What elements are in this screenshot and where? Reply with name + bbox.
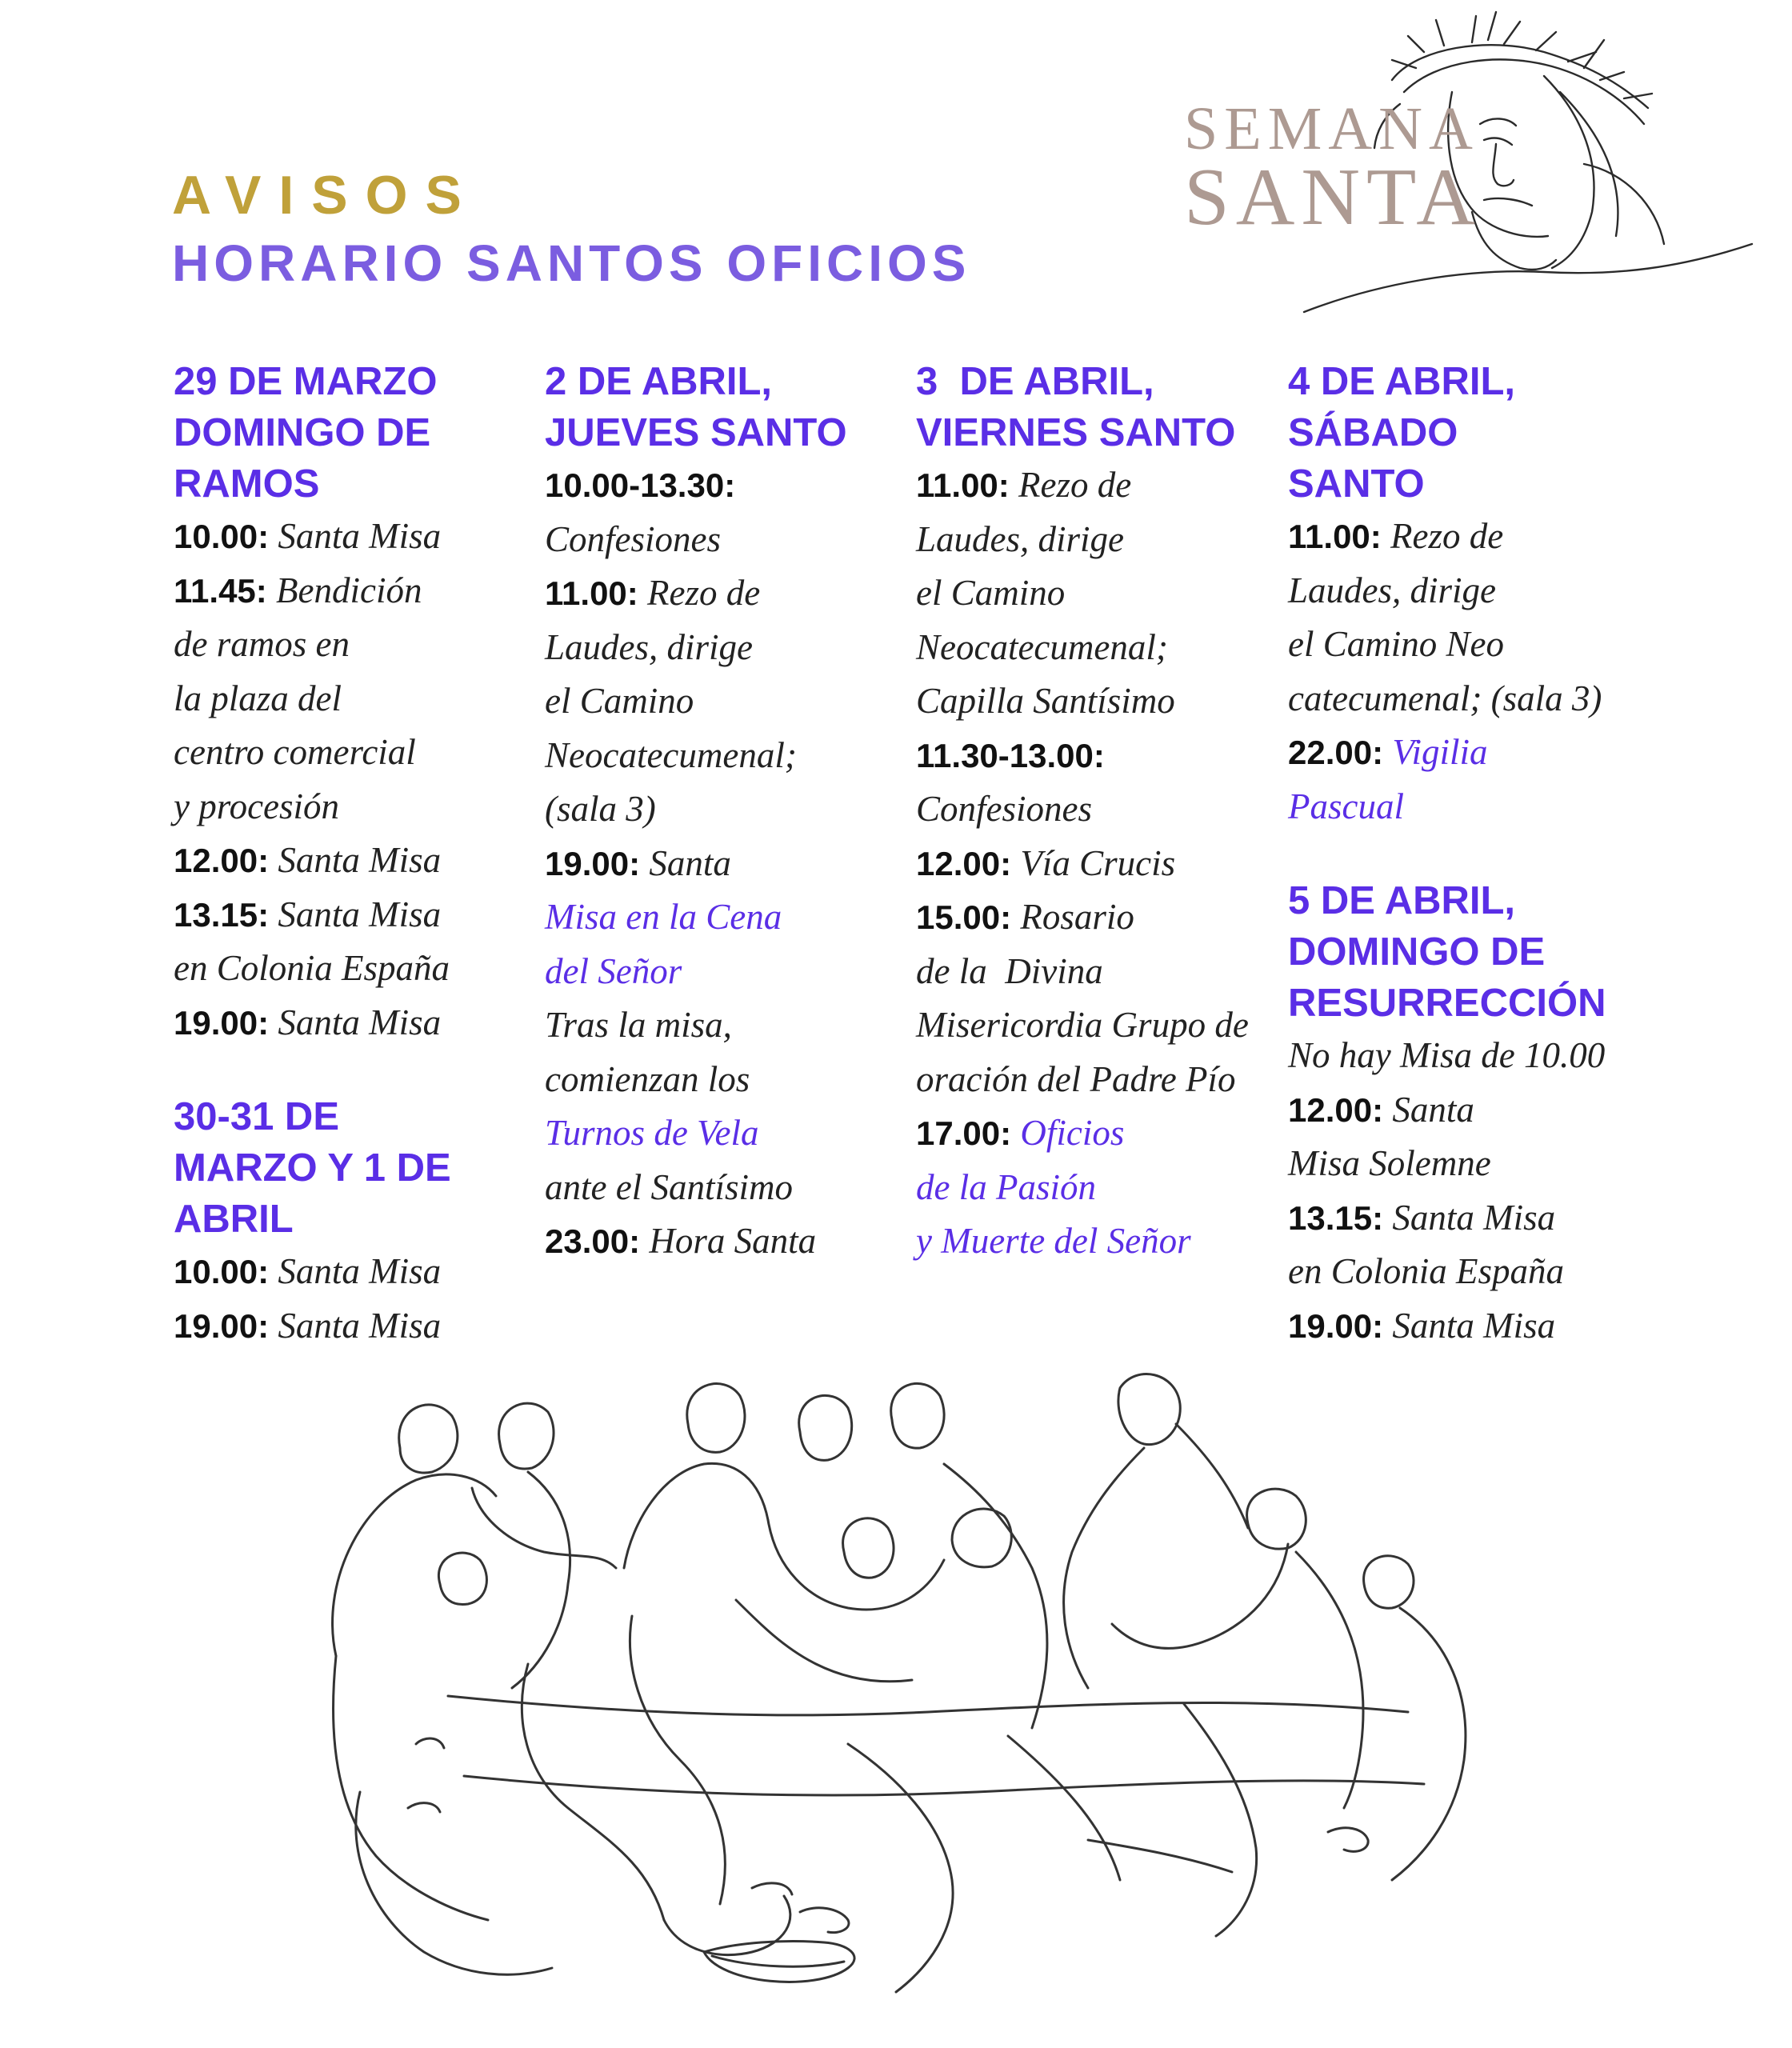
schedule-column-3 [916,356,1268,1269]
schedule-line: Neocatecumenal; [916,626,1168,667]
schedule-line: 10.00: Santa Misa [174,516,442,556]
schedule-line: 12.00: Santa Misa [174,840,442,880]
highlight-line: Turnos de Vela [545,1113,759,1153]
schedule-line: el Camino Neo [1288,624,1504,664]
schedule-line: comienzan los [545,1058,750,1099]
schedule-line: Laudes, dirige [916,518,1125,559]
schedule-column-1 [174,356,518,1353]
schedule-line: de ramos en [174,624,350,664]
highlight-line: del Señor [545,950,682,991]
schedule-line: la plaza del [174,678,342,718]
schedule-line: 10.00: Santa Misa [174,1251,442,1291]
schedule-line: 11.00: Rezo de [545,573,761,613]
schedule-line: 12.00: Vía Crucis [916,842,1176,883]
schedule-line: 13.15: Santa Misa [1288,1197,1556,1238]
day-heading: 2 DE ABRIL, JUEVES SANTO [545,360,847,454]
highlight-line: Pascual [1288,786,1404,826]
highlight-line: y Muerte del Señor [916,1221,1191,1261]
schedule-line: 10.00-13.30: [545,466,736,504]
schedule-line: 23.00: Hora Santa [545,1221,817,1261]
schedule-line: (sala 3) [545,789,656,829]
last-supper-lineart-illustration [288,1360,1568,2016]
schedule-line: Confesiones [916,789,1092,829]
schedule-line: 11.30-13.00: [916,736,1105,774]
schedule-line: Misericordia Grupo de [916,1005,1249,1045]
schedule-list [545,458,897,1269]
schedule-line: Laudes, dirige [1288,570,1497,610]
schedule-line: Confesiones [545,518,721,559]
schedule-line: 13.15: Santa Misa [174,894,442,934]
schedule-line: Laudes, dirige [545,626,754,667]
schedule-list [916,458,1268,1269]
schedule-line: 12.00: Santa [1288,1089,1474,1130]
schedule-line: Tras la misa, [545,1005,732,1045]
schedule-list [1288,510,1640,834]
schedule-line: 11.45: Bendición [174,570,422,610]
schedule-line: 11.00: Rezo de [1288,516,1504,556]
schedule-line: 17.00: Oficios [916,1113,1125,1153]
schedule-line: 19.00: Santa Misa [174,1305,442,1346]
schedule-line: el Camino [916,573,1066,613]
schedule-list [1288,1029,1640,1353]
schedule-line: el Camino [545,681,694,721]
schedule-line: Misa Solemne [1288,1143,1491,1183]
schedule-line: Neocatecumenal; [545,734,797,775]
schedule-line: 19.00: Santa Misa [174,1002,442,1042]
schedule-line: y procesión [174,786,340,826]
schedule-line: catecumenal; (sala 3) [1288,678,1602,718]
schedule-line: 15.00: Rosario [916,897,1134,937]
highlight-line: de la Pasión [916,1166,1096,1207]
logo-santa-text: SANTA [1184,152,1482,242]
schedule-line: 19.00: Santa [545,842,731,883]
schedule-line: No hay Misa de 10.00 [1288,1035,1606,1075]
notices-title: AVISOS [172,165,479,226]
schedule-line: 11.00: Rezo de [916,465,1132,505]
schedule-column-2 [545,356,897,1269]
day-heading: 30-31 DE MARZO Y 1 DE ABRIL [174,1095,451,1241]
schedule-column-4 [1288,356,1640,1353]
schedule-line: 22.00: Vigilia [1288,732,1488,772]
day-heading: 29 DE MARZO DOMINGO DE RAMOS [174,360,438,506]
schedule-line: ante el Santísimo [545,1166,793,1207]
schedule-line: en Colonia España [174,948,450,988]
schedule-line: oración del Padre Pío [916,1058,1236,1099]
day-heading: 5 DE ABRIL, DOMINGO DE RESURRECCIÓN [1288,879,1606,1025]
schedule-list [174,1245,518,1353]
schedule-line: 19.00: Santa Misa [1288,1305,1556,1346]
schedule-list [174,510,518,1050]
schedule-line: en Colonia España [1288,1251,1564,1291]
logo-semana-text: SEMANA [1184,95,1479,162]
day-heading: 4 DE ABRIL, SÁBADO SANTO [1288,360,1516,506]
highlight-line: Misa en la Cena [545,897,782,937]
schedule-line: Capilla Santísimo [916,681,1175,721]
schedule-line: de la Divina [916,950,1103,991]
schedule-line: centro comercial [174,732,416,772]
day-heading: 3 DE ABRIL, VIERNES SANTO [916,360,1236,454]
schedule-subtitle: HORARIO SANTOS OFICIOS [172,234,971,292]
